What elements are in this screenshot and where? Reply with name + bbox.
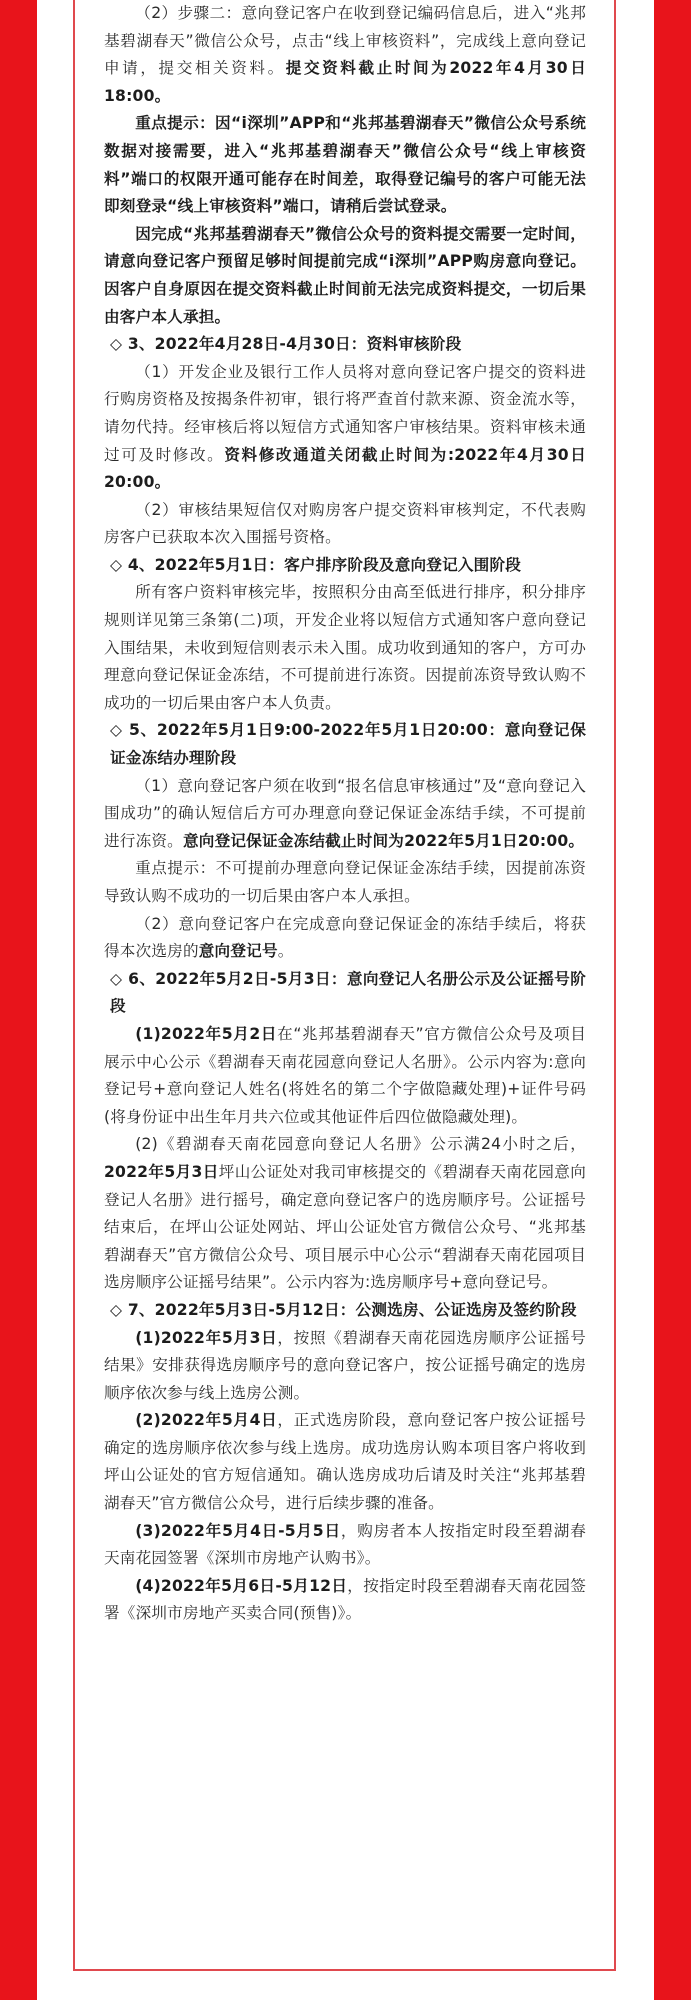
section-6-item-1: (1)2022年5月2日在“兆邦基碧湖春天”官方微信公众号及项目展示中心公示《碧湖春天南花园意向登记人名册》。公示内容为:意向登记号+意向登记人姓名(将姓名的第二个字做隐藏处理)+证件号码(将身份证中出生年月共六位或其他证件后四位做隐藏处理)。 [104,1024,586,1126]
section-3-item-1: （1）开发企业及银行工作人员将对意向登记客户提交的资料进行购房资格及按揭条件初审，银行将严查首付款来源、资金流水等，请勿代持。经审核后将以短信方式通知客户审核结果。资料审核未通过可及时修改。资料修改通道关闭截止时间为:2022年4月30日20:00。 [104,362,586,492]
section-7-heading: ◇ 7、2022年5月3日-5月12日：公测选房、公证选房及签约阶段 [110,1300,577,1319]
section-6-item-2: (2)《碧湖春天南花园意向登记人名册》公示满24小时之后，2022年5月3日坪山公证处对我司审核提交的《碧湖春天南花园意向登记人名册》进行摇号，确定意向登记客户的选房顺序号。公证摇号结束后，在坪山公证处网站、坪山公证处官方微信公众号、“兆邦基碧湖春天”官方微信公众号、项目展示中心公示“碧湖春天南花园项目选房顺序公证摇号结果”。公示内容为:选房顺序号+意向登记号。 [104,1135,586,1292]
section-5-item-1: （1）意向登记客户须在收到“报名信息审核通过”及“意向登记入围成功”的确认短信后方可办理意向登记保证金冻结手续，不可提前进行冻资。意向登记保证金冻结截止时间为2022年5月1日20:00。 [104,776,586,850]
section-6-heading: ◇ 6、2022年5月2日-5月3日：意向登记人名册公示及公证摇号阶段 [110,969,586,1016]
section-5-heading: ◇ 5、2022年5月1日9:00-2022年5月1日20:00：意向登记保证金冻结办理阶段 [110,721,586,768]
section-5-item-2: （2）意向登记客户在完成意向登记保证金的冻结手续后，将获得本次选房的意向登记号。 [104,914,586,961]
left-red-border [0,0,37,2000]
step-two-paragraph: （2）步骤二：意向登记客户在收到登记编码信息后，进入“兆邦基碧湖春天”微信公众号，点击“线上审核资料”，完成线上意向登记申请，提交相关资料。提交资料截止时间为2022年4月30日18:00。 [104,4,586,105]
section-7-item-2: (2)2022年5月4日，正式选房阶段，意向登记客户按公证摇号确定的选房顺序依次参与线上选房。成功选房认购本项目客户将收到坪山公证处的官方短信通知。确认选房成功后请及时关注“兆邦基碧湖春天”官方微信公众号，进行后续步骤的准备。 [104,1411,586,1513]
section-3-item-2: （2）审核结果短信仅对购房客户提交资料审核判定，不代表购房客户已获取本次入围摇号资格。 [104,500,586,547]
document-body [104,0,586,1628]
section-5-notice: 重点提示：不可提前办理意向登记保证金冻结手续，因提前冻资导致认购不成功的一切后果由客户本人承担。 [104,859,586,905]
right-red-border [654,0,691,2000]
section-7-item-4: (4)2022年5月6日-5月12日，按指定时段至碧湖春天南花园签署《深圳市房地产买卖合同(预售)》。 [104,1576,586,1623]
time-notice-paragraph: 因完成“兆邦基碧湖春天”微信公众号的资料提交需要一定时间，请意向登记客户预留足够时间提前完成“i深圳”APP购房意向登记。因客户自身原因在提交资料截止时间前无法完成资料提交，一切后果由客户本人承担。 [104,224,586,326]
section-3-heading: ◇ 3、2022年4月28日-4月30日：资料审核阶段 [110,335,462,354]
section-7-item-1: (1)2022年5月3日，按照《碧湖春天南花园选房顺序公证摇号结果》安排获得选房顺序号的意向登记客户，按公证摇号确定的选房顺序依次参与线上选房公测。 [104,1328,586,1402]
section-4-paragraph: 所有客户资料审核完毕，按照积分由高至低进行排序，积分排序规则详见第三条第(二)项，开发企业将以短信方式通知客户意向登记入围结果，未收到短信则表示未入围。成功收到通知的客户，方可办理意向登记保证金冻结，不可提前进行冻资。因提前冻资导致认购不成功的一切后果由客户本人负责。 [104,583,586,712]
key-notice-paragraph: 重点提示：因“i深圳”APP和“兆邦基碧湖春天”微信公众号系统数据对接需要，进入“兆邦基碧湖春天”微信公众号“线上审核资料”端口的权限开通可能存在时间差，取得登记编号的客户可能无法即刻登录“线上审核资料”端口，请稍后尝试登录。 [104,114,586,216]
section-4-heading: ◇ 4、2022年5月1日：客户排序阶段及意向登记入围阶段 [110,555,522,574]
section-7-item-3: (3)2022年5月4日-5月5日，购房者本人按指定时段至碧湖春天南花园签署《深圳市房地产认购书》。 [104,1521,586,1568]
